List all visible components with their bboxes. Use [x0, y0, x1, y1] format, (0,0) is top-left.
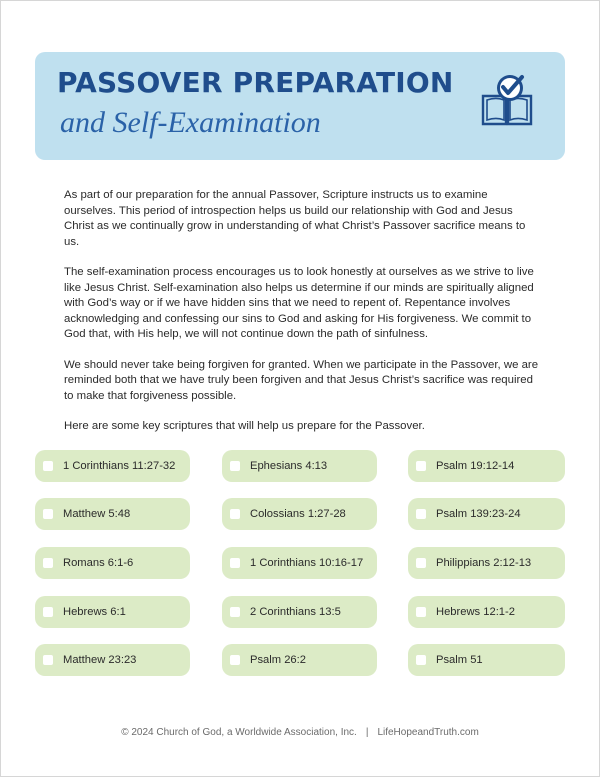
scripture-item[interactable]	[35, 547, 190, 579]
checkbox[interactable]	[230, 607, 240, 617]
scripture-item[interactable]	[35, 450, 190, 482]
open-book-checkmark-icon	[477, 72, 537, 132]
scripture-item[interactable]	[35, 644, 190, 676]
scripture-item[interactable]	[222, 498, 377, 530]
paragraph-1: As part of our preparation for the annual Passover, Scripture instructs us to examine ourselves. This period of introspection helps us build our relationship with God and Jesus Christ as we continually grow in understanding of what Christ’s Passover sacrifice means to us.	[64, 189, 526, 248]
checkbox[interactable]	[416, 655, 426, 665]
checkbox[interactable]	[416, 461, 426, 471]
checkbox[interactable]	[230, 558, 240, 568]
intro-text	[64, 188, 542, 450]
page-subtitle: and Self-Examination	[60, 106, 321, 139]
scripture-label: Matthew 5:48	[63, 508, 131, 520]
scripture-item[interactable]	[222, 450, 377, 482]
scripture-item[interactable]	[408, 644, 565, 676]
scripture-label: 1 Corinthians 10:16-17	[250, 557, 364, 569]
scripture-label: Matthew 23:23	[63, 654, 137, 666]
checkbox[interactable]	[230, 509, 240, 519]
scripture-label: Colossians 1:27-28	[250, 508, 346, 520]
scripture-label: Hebrews 12:1-2	[436, 606, 515, 618]
footer	[0, 727, 600, 738]
checkbox[interactable]	[416, 607, 426, 617]
scripture-label: Philippians 2:12-13	[436, 557, 532, 569]
scripture-label: 2 Corinthians 13:5	[250, 606, 341, 618]
scripture-item[interactable]	[222, 596, 377, 628]
scripture-label: Ephesians 4:13	[250, 460, 328, 472]
site-link[interactable]: LifeHopeandTruth.com	[377, 727, 479, 738]
checkbox[interactable]	[43, 607, 53, 617]
scripture-item[interactable]	[408, 596, 565, 628]
scripture-label: Psalm 19:12-14	[436, 460, 515, 472]
page-title: PASSOVER PREPARATION	[57, 66, 454, 99]
scripture-label: Psalm 139:23-24	[436, 508, 521, 520]
scripture-label: 1 Corinthians 11:27-32	[63, 460, 176, 472]
scripture-item[interactable]	[222, 644, 377, 676]
checkbox[interactable]	[416, 558, 426, 568]
checkbox[interactable]	[230, 655, 240, 665]
scripture-label: Psalm 51	[436, 654, 483, 666]
checkbox[interactable]	[43, 509, 53, 519]
scripture-item[interactable]	[35, 596, 190, 628]
header-banner	[35, 52, 565, 160]
paragraph-2: The self-examination process encourages us to look honestly at ourselves as we strive to live like Jesus Christ. Self-examination also helps us determine if our minds are spiritually aligned with God’s way or if we have hidden sins that we need to repent of. Repentance involves acknowledging and confessing our sins to God and asking for His forgiveness. We commit to God that, with His help, we will not continue down the path of sinfulness.	[64, 266, 534, 340]
checkbox[interactable]	[43, 461, 53, 471]
footer-separator: |	[365, 727, 369, 738]
checkbox[interactable]	[230, 461, 240, 471]
scripture-item[interactable]	[35, 498, 190, 530]
scripture-item[interactable]	[408, 450, 565, 482]
scripture-label: Psalm 26:2	[250, 654, 306, 666]
paragraph-3: We should never take being forgiven for granted. When we participate in the Passover, we are reminded both that we have truly been forgiven and that Jesus Christ’s sacrifice was required to make that forgiveness possible.	[64, 358, 539, 402]
copyright-text: © 2024 Church of God, a Worldwide Association, Inc.	[121, 727, 357, 738]
scripture-item[interactable]	[408, 547, 565, 579]
scripture-label: Hebrews 6:1	[63, 606, 126, 618]
checkbox[interactable]	[416, 509, 426, 519]
paragraph-4: Here are some key scriptures that will help us prepare for the Passover.	[64, 420, 425, 432]
scripture-item[interactable]	[408, 498, 565, 530]
checkbox[interactable]	[43, 558, 53, 568]
scripture-item[interactable]	[222, 547, 377, 579]
scripture-label: Romans 6:1-6	[63, 557, 134, 569]
checkbox[interactable]	[43, 655, 53, 665]
